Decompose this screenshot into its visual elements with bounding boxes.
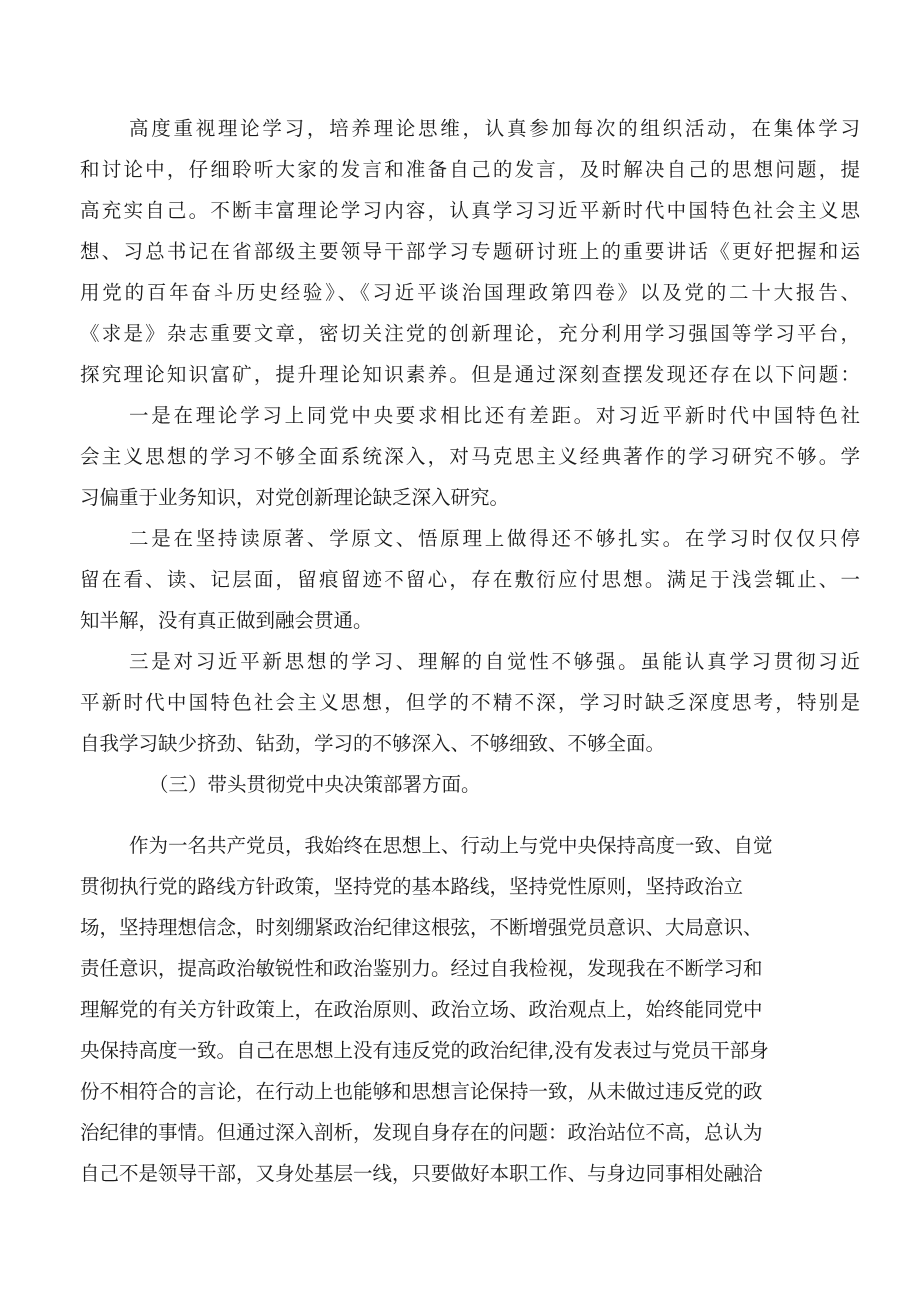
paragraph-line: 平新时代中国特色社会主义思想，但学的不精不深，学习时缺乏深度思考，特别是: [80, 691, 860, 714]
body-text-section-b: [80, 825, 860, 1194]
paragraph-line: 责任意识，提高政治敏锐性和政治鉴别力。经过自我检视，发现我在不断学习和: [80, 957, 763, 980]
paragraph-line: 习偏重于业务知识，对党创新理论缺乏深入研究。: [80, 486, 510, 509]
paragraph-line: 和讨论中，仔细聆听大家的发言和准备自己的发言，及时解决自己的思想问题，提: [80, 158, 860, 181]
paragraph-line: 高充实自己。不断丰富理论学习内容，认真学习习近平新时代中国特色社会主义思: [80, 199, 860, 222]
paragraph-line: 一是在理论学习上同党中央要求相比还有差距。对习近平新时代中国特色社: [129, 404, 860, 427]
section-heading: （三）带头贯彻党中央决策部署方面。: [149, 773, 481, 796]
paragraph-line: 想、习总书记在省部级主要领导干部学习专题研讨班上的重要讲话《更好把握和运: [80, 240, 860, 263]
paragraph-line: 二是在坚持读原著、学原文、悟原理上做得还不够扎实。在学习时仅仅只停: [129, 527, 860, 550]
paragraph-line: 三是对习近平新思想的学习、理解的自觉性不够强。虽能认真学习贯彻习近: [129, 650, 860, 673]
paragraph-line: 高度重视理论学习，培养理论思维，认真参加每次的组织活动，在集体学习: [129, 117, 860, 140]
paragraph-line: 贯彻执行党的路线方针政策，坚持党的基本路线，坚持党性原则，坚持政治立: [80, 875, 744, 898]
paragraph-line: 探究理论知识富矿，提升理论知识素养。但是通过深刻查摆发现还存在以下问题：: [80, 363, 860, 386]
paragraph-line: 知半解，没有真正做到融会贯通。: [80, 609, 373, 632]
paragraph-line: 留在看、读、记层面，留痕留迹不留心，存在敷衍应付思想。满足于浅尝辄止、一: [80, 568, 860, 591]
paragraph-line: 用党的百年奋斗历史经验》、《习近平谈治国理政第四卷》以及党的二十大报告、: [80, 281, 860, 304]
paragraph-line: 会主义思想的学习不够全面系统深入，对马克思主义经典著作的学习研究不够。学: [80, 445, 860, 468]
paragraph-line: 自我学习缺少挤劲、钻劲，学习的不够深入、不够细致、不够全面。: [80, 732, 666, 755]
paragraph-line: 央保持高度一致。自己在思想上没有违反党的政治纪律,没有发表过与党员干部身: [80, 1039, 769, 1062]
paragraph-line: 理解党的有关方针政策上，在政治原则、政治立场、政治观点上，始终能同党中: [80, 998, 763, 1021]
paragraph-line: 份不相符合的言论，在行动上也能够和思想言论保持一致，从未做过违反党的政: [80, 1080, 763, 1103]
paragraph-line: 《求是》杂志重要文章，密切关注党的创新理论，充分利用学习强国等学习平台，: [80, 322, 860, 345]
paragraph-line: 治纪律的事情。但通过深入剖析，发现自身存在的问题：政治站位不高，总认为: [80, 1121, 763, 1144]
paragraph-line: 自己不是领导干部，又身处基层一线，只要做好本职工作、与身边同事相处融洽: [80, 1162, 763, 1185]
paragraph-line: 作为一名共产党员，我始终在思想上、行动上与党中央保持高度一致、自觉: [129, 834, 773, 857]
body-text-section-a: [80, 108, 860, 805]
paragraph-line: 场，坚持理想信念，时刻绷紧政治纪律这根弦，不断增强党员意识、大局意识、: [80, 916, 763, 939]
